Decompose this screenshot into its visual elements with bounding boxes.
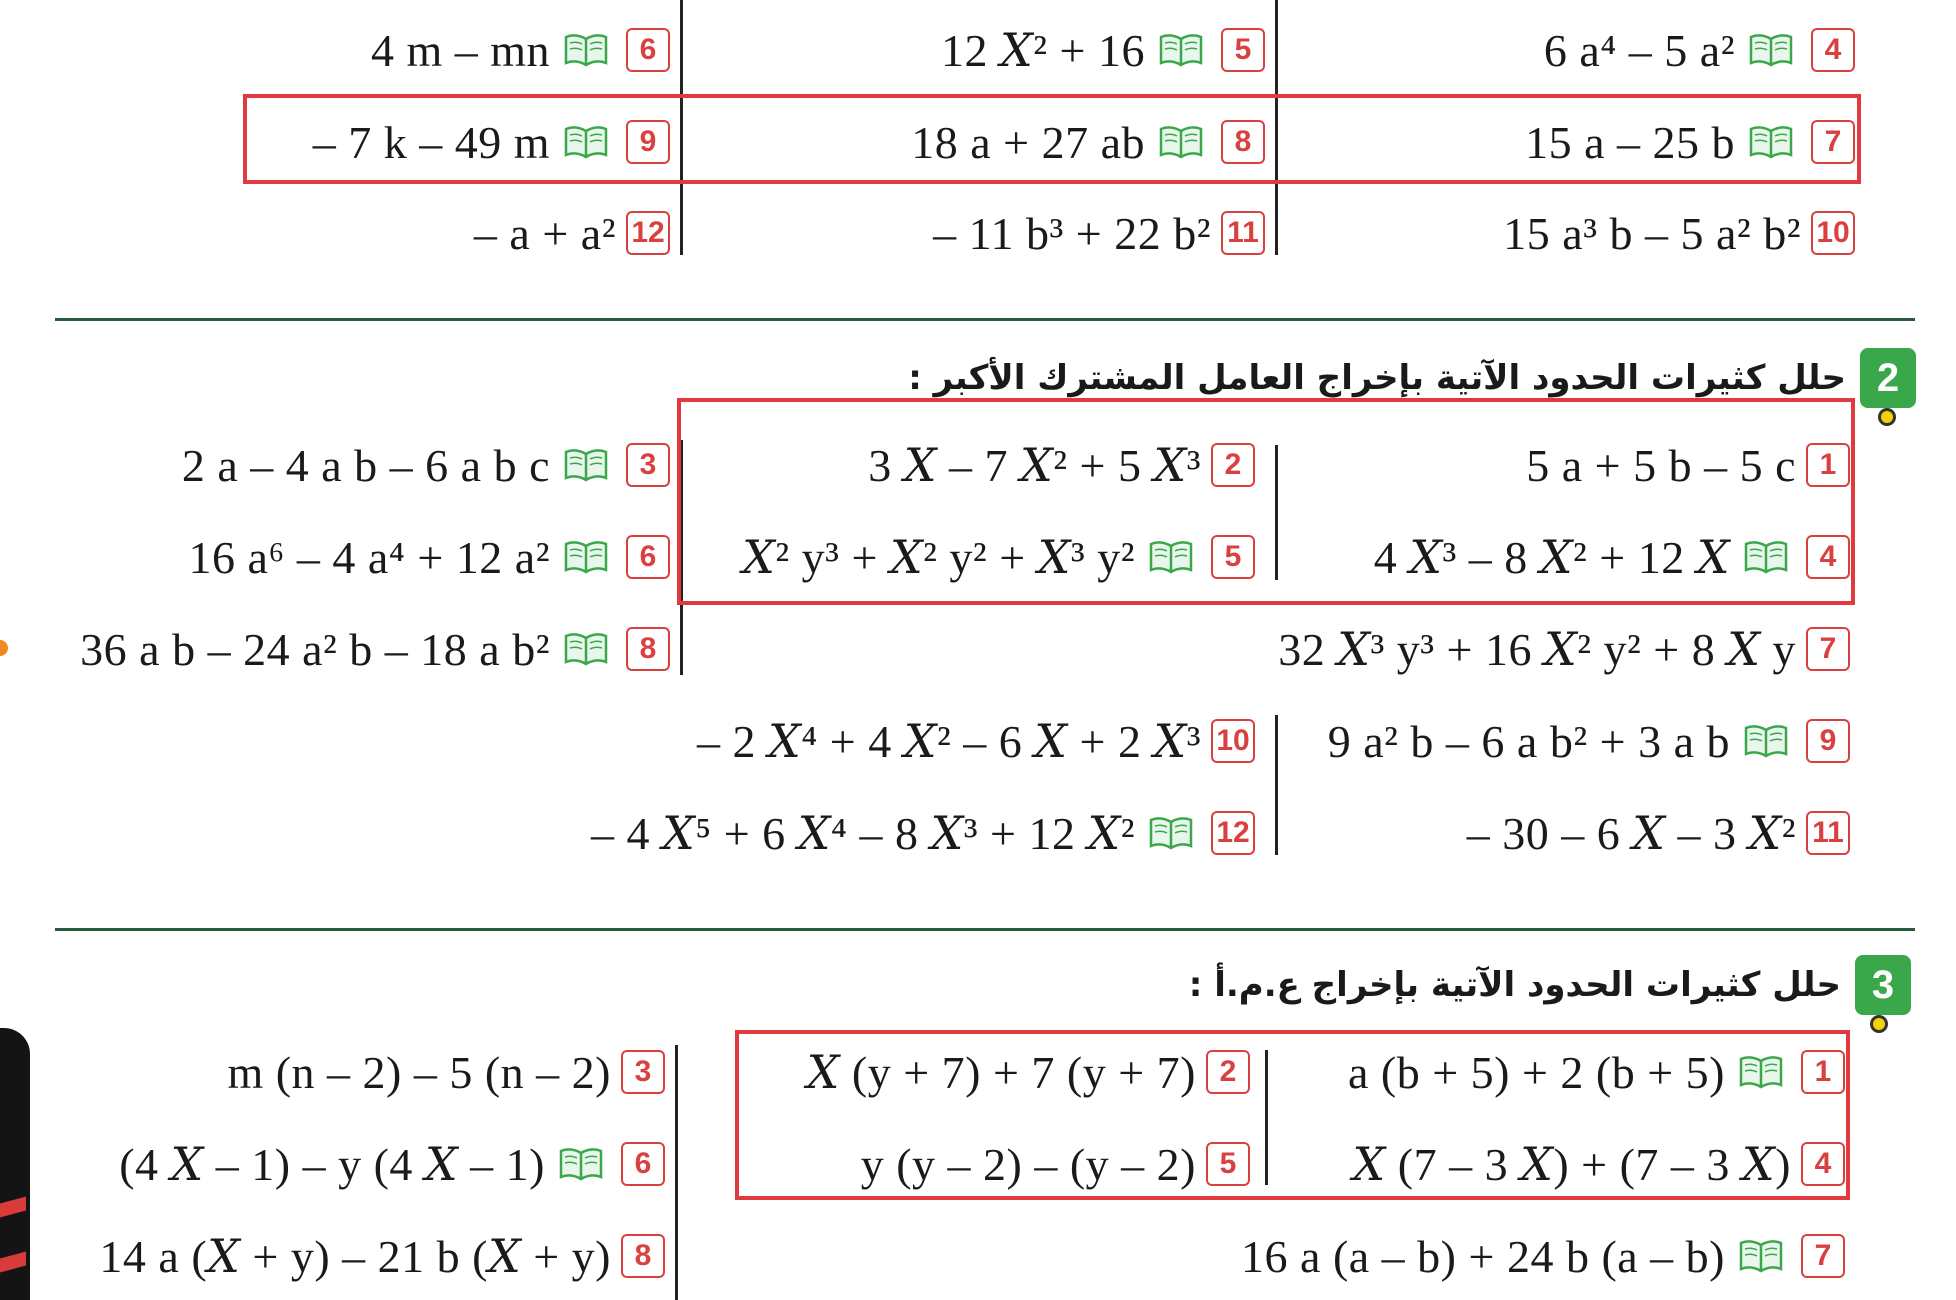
s3-item-6 [60, 1129, 665, 1199]
item-number: 11 [1221, 211, 1265, 255]
expression: 16 a (a – b) + 24 b (a – b) [1241, 1230, 1725, 1282]
expression: 18 a + 27 ab [911, 116, 1145, 168]
book-icon[interactable] [1744, 724, 1788, 758]
s1-item-11 [700, 198, 1265, 268]
expression: (4 𝑋 – 1) – y (4 𝑋 – 1) [119, 1139, 545, 1190]
s2-item-6 [60, 522, 670, 592]
highlight-box [677, 398, 1855, 605]
marker-dot [1878, 408, 1896, 426]
expression: 32 𝑋³ y³ + 16 𝑋² y² + 8 𝑋 y [1278, 624, 1796, 675]
book-icon[interactable] [1739, 1239, 1783, 1273]
expression: – 30 – 6 𝑋 – 3 𝑋² [1466, 808, 1796, 859]
expression: 𝑋 (7 – 3 𝑋) + (7 – 3 𝑋) [1352, 1139, 1791, 1190]
expression: 14 a (𝑋 + y) – 21 b (𝑋 + y) [99, 1231, 611, 1282]
s1-item-6 [0, 15, 670, 85]
book-icon[interactable] [564, 448, 608, 482]
item-number: 5 [1206, 1142, 1250, 1186]
expression: 2 a – 4 a b – 6 a b c [181, 439, 550, 491]
highlight-box [243, 94, 1861, 184]
expression: 15 a – 25 b [1525, 116, 1735, 168]
expression: 4 m – mn [370, 24, 550, 76]
expression: y (y – 2) – (y – 2) [860, 1138, 1196, 1190]
item-number: 12 [1211, 811, 1255, 855]
section-number-badge: 2 [1860, 348, 1916, 408]
s1-item-5 [700, 15, 1265, 85]
column-divider [1275, 715, 1278, 855]
expression: – 4 𝑋⁵ + 6 𝑋⁴ – 8 𝑋³ + 12 𝑋² [590, 808, 1135, 859]
expression: 3 𝑋 – 7 𝑋² + 5 𝑋³ [868, 440, 1201, 491]
item-number: 7 [1811, 120, 1855, 164]
s2-item-7 [1100, 614, 1850, 684]
expression: 16 a⁶ – 4 a⁴ + 12 a² [188, 531, 550, 583]
item-number: 6 [621, 1142, 665, 1186]
section-number-badge: 3 [1855, 955, 1911, 1015]
expression: 15 a³ b – 5 a² b² [1503, 207, 1801, 259]
expression: a (b + 5) + 2 (b + 5) [1347, 1046, 1725, 1098]
s2-item-11 [1290, 798, 1850, 868]
s2-item-10 [560, 706, 1255, 776]
item-number: 1 [1801, 1050, 1845, 1094]
book-icon[interactable] [1149, 816, 1193, 850]
item-number: 8 [1221, 120, 1265, 164]
s2-item-12 [440, 798, 1255, 868]
expression: 9 a² b – 6 a b² + 3 a b [1327, 715, 1730, 767]
item-number: 5 [1221, 28, 1265, 72]
book-icon[interactable] [564, 33, 608, 67]
expression: 36 a b – 24 a² b – 18 a b² [80, 623, 550, 675]
item-number: 9 [626, 120, 670, 164]
item-number: 4 [1801, 1142, 1845, 1186]
highlight-box [735, 1030, 1850, 1200]
marker-dot [0, 640, 8, 656]
item-number: 6 [626, 535, 670, 579]
expression: – a + a² [473, 207, 616, 259]
s2-item-3 [60, 430, 670, 500]
item-number: 4 [1811, 28, 1855, 72]
item-number: 11 [1806, 811, 1850, 855]
column-divider [675, 1045, 678, 1300]
section-divider [55, 928, 1915, 931]
expression: 𝑋 (y + 7) + 7 (y + 7) [806, 1047, 1196, 1098]
s1-item-10 [1290, 198, 1855, 268]
item-number: 3 [626, 443, 670, 487]
book-icon[interactable] [559, 1147, 603, 1181]
expression: m (n – 2) – 5 (n – 2) [227, 1046, 611, 1098]
item-number: 7 [1801, 1234, 1845, 1278]
section-title: حلل كثيرات الحدود الآتية بإخراج ع.م.أ : [1188, 965, 1841, 1005]
item-number: 7 [1806, 627, 1850, 671]
s2-item-8 [60, 614, 670, 684]
item-number: 6 [626, 28, 670, 72]
expression: – 2 𝑋⁴ + 4 𝑋² – 6 𝑋 + 2 𝑋³ [697, 716, 1201, 767]
section-3-header [1189, 955, 1911, 1015]
marker-dot [1870, 1015, 1888, 1033]
s3-item-8 [60, 1221, 665, 1291]
item-number: 4 [1806, 535, 1850, 579]
book-icon[interactable] [1749, 33, 1793, 67]
expression: 6 a⁴ – 5 a² [1543, 24, 1735, 76]
s3-item-7 [1100, 1221, 1845, 1291]
s1-item-12 [0, 198, 670, 268]
section-title: حلل كثيرات الحدود الآتية بإخراج العامل المشترك الأكبر : [908, 358, 1846, 398]
item-number: 10 [1811, 211, 1855, 255]
item-number: 2 [1211, 443, 1255, 487]
item-number: 12 [626, 211, 670, 255]
s1-item-4 [1290, 15, 1855, 85]
expression: 12 𝑋² + 16 [941, 25, 1145, 76]
expression: – 11 b³ + 22 b² [933, 207, 1211, 259]
book-icon[interactable] [564, 540, 608, 574]
section-divider [55, 318, 1915, 321]
item-number: 5 [1211, 535, 1255, 579]
item-number: 3 [621, 1050, 665, 1094]
item-number: 2 [1206, 1050, 1250, 1094]
book-icon[interactable] [564, 632, 608, 666]
item-number: 8 [621, 1234, 665, 1278]
book-icon[interactable] [1159, 33, 1203, 67]
s2-item-9 [1290, 706, 1850, 776]
expression: 𝑋² y³ + 𝑋² y² + 𝑋³ y² [742, 532, 1135, 583]
expression: – 7 k – 49 m [312, 116, 550, 168]
s3-item-3 [60, 1037, 665, 1107]
expression: 4 𝑋³ – 8 𝑋² + 12 𝑋 [1373, 532, 1730, 583]
item-number: 1 [1806, 443, 1850, 487]
item-number: 10 [1211, 719, 1255, 763]
item-number: 9 [1806, 719, 1850, 763]
item-number: 8 [626, 627, 670, 671]
expression: 5 a + 5 b – 5 c [1526, 439, 1796, 491]
